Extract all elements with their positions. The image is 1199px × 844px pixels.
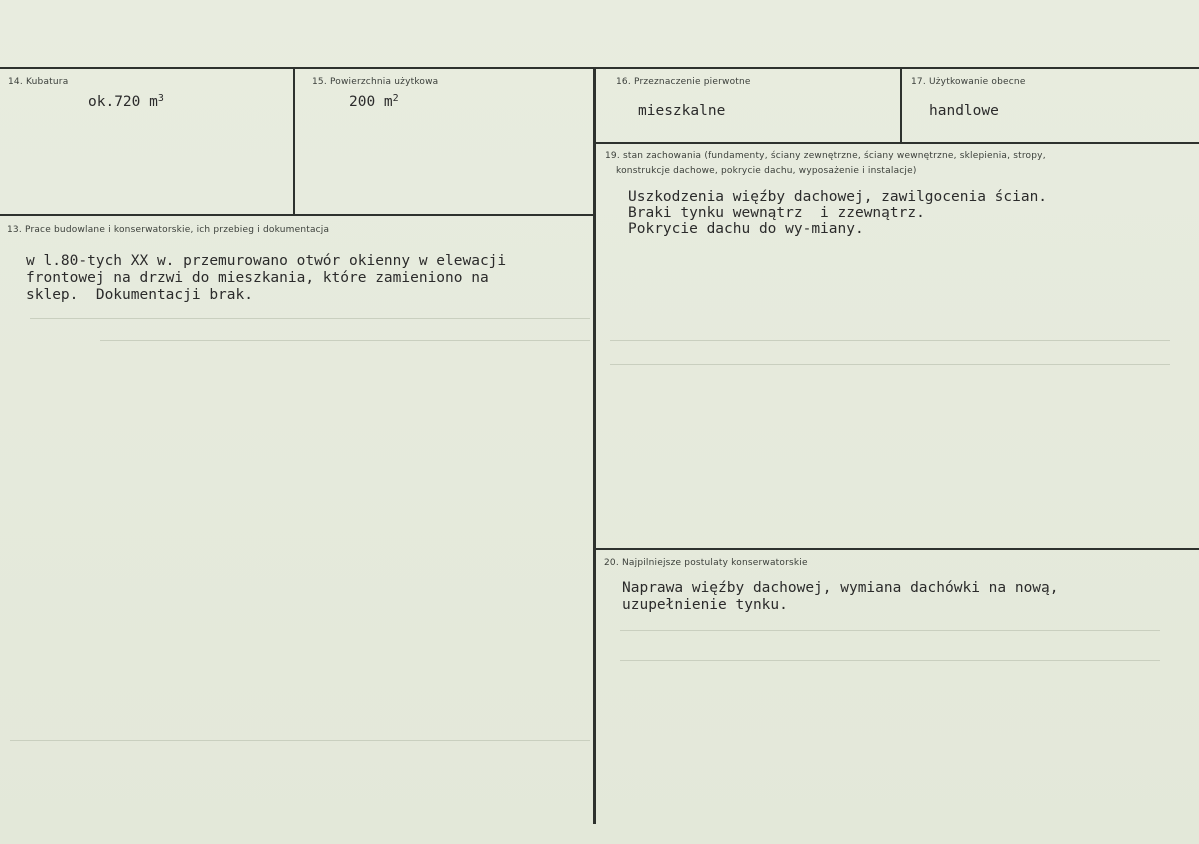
divider-16-17 — [900, 69, 902, 142]
stan-line-1: Uszkodzenia więźby dachowej, zawilgocenia ścian. — [628, 189, 1048, 205]
bleed-through-line — [100, 340, 590, 341]
rule-above-20 — [596, 548, 1199, 550]
stan-line-2: Braki tynku wewnątrz i zzewnątrz. — [628, 205, 925, 221]
bleed-through-line — [10, 740, 590, 741]
stan-label-2: konstrukcje dachowe, pokrycie dachu, wyposażenie i instalacje) — [616, 166, 917, 176]
uzytkowanie-label: 17. Użytkowanie obecne — [911, 77, 1026, 87]
divider-14-15 — [293, 69, 295, 216]
stan-label-1: 19. stan zachowania (fundamenty, ściany zewnętrzne, ściany wewnętrzne, sklepienia, stropy, — [605, 151, 1046, 161]
postulaty-line-2: uzupełnienie tynku. — [622, 597, 788, 613]
rule-below-14-15 — [0, 214, 593, 216]
bleed-through-line — [610, 340, 1170, 341]
stan-line-3: Pokrycie dachu do wy-miany. — [628, 221, 864, 237]
bleed-through-line — [610, 364, 1170, 365]
prace-line-1: w l.80-tych XX w. przemurowano otwór okienny w elewacji — [26, 253, 507, 269]
top-rule — [0, 67, 1199, 69]
przeznaczenie-value: mieszkalne — [638, 103, 726, 119]
postulaty-label: 20. Najpilniejsze postulaty konserwatorskie — [604, 558, 808, 568]
center-divider — [593, 69, 596, 824]
kubatura-label: 14. Kubatura — [8, 77, 69, 87]
postulaty-line-1: Naprawa więźby dachowej, wymiana dachówki na nową, — [622, 580, 1059, 596]
bleed-through-line — [620, 630, 1160, 631]
prace-label: 13. Prace budowlane i konserwatorskie, ich przebieg i dokumentacja — [7, 225, 330, 235]
powierzchnia-label: 15. Powierzchnia użytkowa — [312, 77, 439, 87]
rule-below-16-17 — [596, 142, 1199, 144]
prace-line-2: frontowej na drzwi do mieszkania, które zamieniono na — [26, 270, 489, 286]
bleed-through-line — [620, 660, 1160, 661]
bleed-through-line — [30, 318, 590, 319]
uzytkowanie-value: handlowe — [929, 103, 999, 119]
prace-line-3: sklep. Dokumentacji brak. — [26, 287, 253, 303]
przeznaczenie-label: 16. Przeznaczenie pierwotne — [616, 77, 751, 87]
kubatura-value: ok.720 $m^3$ — [88, 93, 164, 110]
powierzchnia-value: 200 $m^2$ — [349, 93, 399, 110]
